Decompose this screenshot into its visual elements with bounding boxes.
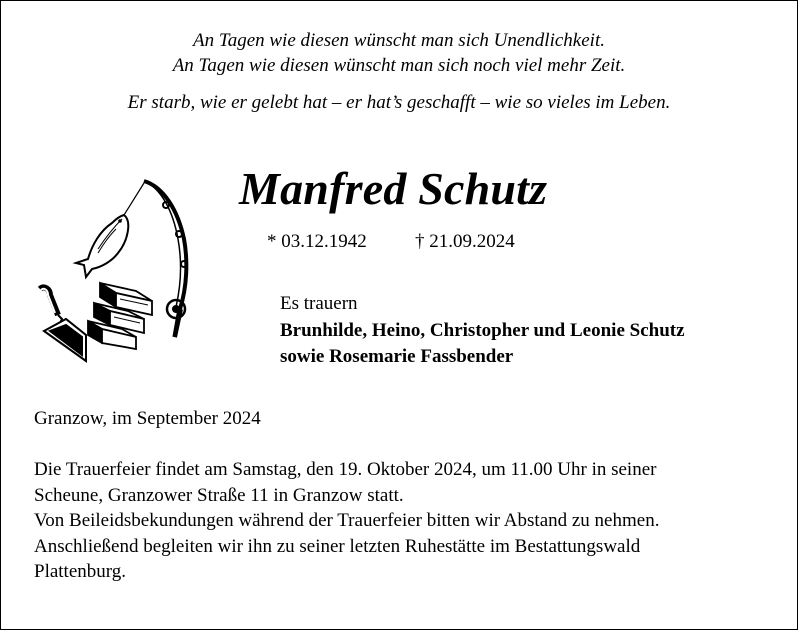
death-date: † 21.09.2024: [415, 231, 515, 252]
fish-icon: [76, 215, 128, 277]
mourners-intro: Es trauern: [280, 293, 358, 314]
illustration: [36, 179, 196, 369]
poem-line-2: An Tagen wie diesen wünscht man sich noch viel mehr Zeit.: [172, 55, 626, 76]
poem-line-1: An Tagen wie diesen wünscht man sich Unendlichkeit.: [193, 30, 605, 51]
ceremony-line-1: Die Trauerfeier findet am Samstag, den 19. Oktober 2024, um 11.00 Uhr in seiner: [34, 459, 657, 480]
mourners-names-1: Brunhilde, Heino, Christopher und Leonie Schutz: [280, 320, 685, 341]
ceremony-line-5: Plattenburg.: [34, 561, 127, 582]
trowel-icon: [40, 287, 86, 361]
place-date: Granzow, im September 2024: [34, 408, 261, 429]
birth-date: * 03.12.1942: [267, 231, 367, 252]
mourners-names-2: sowie Rosemarie Fassbender: [280, 346, 514, 367]
bricks-icon: [88, 283, 152, 349]
ceremony-line-3: Von Beileidsbekundungen während der Trauerfeier bitten wir Abstand zu nehmen.: [34, 510, 660, 531]
ceremony-notice: [34, 457, 784, 585]
deceased-name: Manfred Schutz: [239, 163, 548, 214]
ceremony-line-4: Anschließend begleiten wir ihn zu seiner letzten Ruhestätte im Bestattungswald: [34, 535, 641, 557]
poem-line-3: Er starb, wie er gelebt hat – er hat’s geschafft – wie so vieles im Leben.: [127, 92, 671, 113]
ceremony-line-2: Scheune, Granzower Straße 11 in Granzow statt.: [34, 484, 404, 506]
